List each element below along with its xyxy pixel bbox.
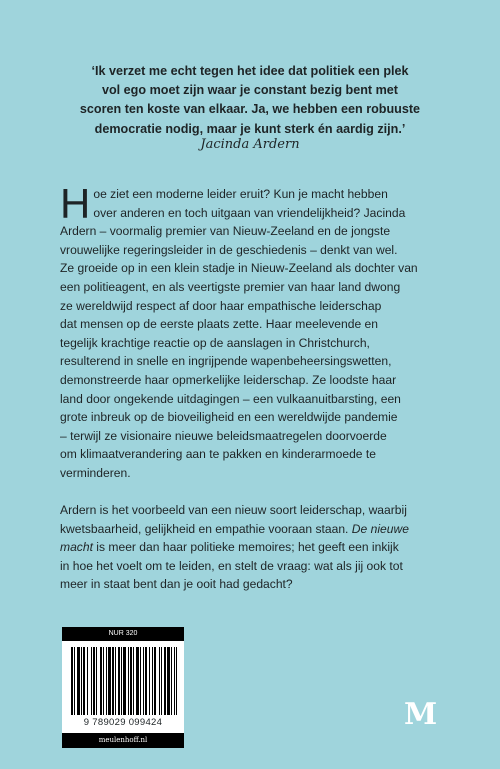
quote-signature: Jacinda Ardern bbox=[200, 137, 300, 152]
drop-cap: H bbox=[60, 180, 91, 227]
barcode-bar bbox=[103, 647, 104, 715]
publisher-logo: M bbox=[404, 697, 438, 732]
barcode-bars bbox=[71, 647, 177, 715]
blurb-line: is meer dan haar politieke memoires; het geeft een inkijk bbox=[92, 540, 399, 555]
barcode-bar bbox=[106, 647, 107, 715]
barcode-bar bbox=[161, 647, 162, 715]
barcode-bar bbox=[100, 647, 102, 715]
blurb-line: vrouwelijke regeringsleider in de geschiedenis – denkt van wel. bbox=[60, 242, 398, 257]
publisher-url: meulenhoff.nl bbox=[62, 733, 184, 748]
barcode-bar bbox=[108, 647, 111, 715]
barcode-bar bbox=[140, 647, 141, 715]
barcode-bar bbox=[167, 647, 170, 715]
barcode-bar bbox=[130, 647, 132, 715]
barcode-bar bbox=[71, 647, 73, 715]
book-title-italic: De nieuwe bbox=[351, 521, 409, 536]
barcode-bar bbox=[112, 647, 114, 715]
blurb-body bbox=[60, 180, 446, 594]
barcode-bar bbox=[174, 647, 175, 715]
barcode-bar bbox=[133, 647, 134, 715]
barcode-bar bbox=[81, 647, 82, 715]
nur-code: NUR 320 bbox=[62, 627, 184, 641]
barcode-bar bbox=[159, 647, 160, 715]
barcode-bar bbox=[121, 647, 122, 715]
blurb-line: een politieagent, en als veertigste premier van haar land dwong bbox=[60, 279, 401, 294]
barcode-bar bbox=[136, 647, 139, 715]
isbn-barcode-panel bbox=[62, 627, 184, 748]
blurb-line: oe ziet een moderne leider eruit? Kun je macht hebben bbox=[93, 187, 388, 201]
isbn-number: 9 789029 099424 bbox=[83, 717, 163, 728]
quote-line: democratie nodig, maar je kunt sterk én aardig zijn.’ bbox=[94, 121, 406, 136]
blurb-line: land door ongekende uitdagingen – een vulkaanuitbarsting, een bbox=[60, 391, 401, 406]
barcode-bar bbox=[91, 647, 92, 715]
barcode-bar bbox=[171, 647, 172, 715]
blurb-line: dat mensen op de eerste plaats zette. Haar meelevende en bbox=[60, 317, 378, 332]
blurb-paragraph-1 bbox=[60, 180, 446, 483]
blurb-line: kwetsbaarheid, gelijkheid en empathie vooraan staan. bbox=[60, 521, 352, 536]
blurb-line: verminderen. bbox=[60, 465, 131, 480]
barcode-bar bbox=[152, 647, 153, 715]
blurb-line: in hoe het voelt om te leiden, en stelt de vraag: wat als jij ook tot bbox=[60, 558, 403, 573]
blurb-line: over anderen en toch uitgaan van vriendelijkheid? Jacinda bbox=[93, 205, 406, 220]
blurb-line: – terwijl ze visionaire nieuwe beleidsmaatregelen doorvoerde bbox=[60, 428, 387, 443]
barcode-bar bbox=[164, 647, 166, 715]
blurb-line: Ze groeide op in een klein stadje in Nieuw-Zeeland als dochter van bbox=[60, 261, 418, 276]
barcode-bar bbox=[118, 647, 120, 715]
barcode-bar bbox=[74, 647, 75, 715]
barcode-bar bbox=[77, 647, 80, 715]
quote-line: ‘Ik verzet me echt tegen het idee dat politiek een plek bbox=[91, 64, 409, 78]
blurb-line: om klimaatverandering aan te pakken en kinderarmoede te bbox=[60, 447, 376, 462]
blurb-line: tegelijk krachtige reactie op de aanslagen in Christchurch, bbox=[60, 335, 370, 350]
blurb-line: grote inbreuk op de bioveiligheid en een wereldwijde pandemie bbox=[60, 410, 398, 425]
quote-line: scoren ten koste van elkaar. Ja, we hebben een robuuste bbox=[79, 102, 421, 117]
barcode-bar bbox=[145, 647, 147, 715]
back-cover-quote bbox=[60, 62, 440, 139]
barcode-bar bbox=[149, 647, 150, 715]
blurb-line: Ardern is het voorbeeld van een nieuw soort leiderschap, waarbij bbox=[60, 503, 407, 518]
blurb-line: resulterend in snelle en ingrijpende wapenbeheersingswetten, bbox=[60, 354, 392, 369]
barcode-bar bbox=[87, 647, 88, 715]
barcode-bar bbox=[93, 647, 95, 715]
barcode-bar bbox=[128, 647, 129, 715]
barcode-bar bbox=[176, 647, 177, 715]
blurb-line: demonstreerde haar opmerkelijke leiderschap. Ze loodste haar bbox=[60, 372, 397, 387]
blurb-line: meer in staat bent dan je ooit had gedacht? bbox=[60, 577, 293, 592]
quote-line: vol ego moet zijn waar je constant bezig bent met bbox=[101, 83, 398, 98]
book-title-italic: macht bbox=[60, 540, 93, 555]
blurb-paragraph-2 bbox=[60, 501, 446, 594]
barcode-bar bbox=[154, 647, 156, 715]
barcode-bar bbox=[143, 647, 144, 715]
blurb-line: ze wereldwijd respect af door haar empathische leiderschap bbox=[60, 298, 382, 313]
barcode-bar bbox=[123, 647, 126, 715]
barcode-bar bbox=[115, 647, 116, 715]
barcode-bar bbox=[83, 647, 85, 715]
blurb-line: Ardern – voormalig premier van Nieuw-Zeeland en de jongste bbox=[60, 224, 391, 239]
barcode-bar bbox=[96, 647, 97, 715]
